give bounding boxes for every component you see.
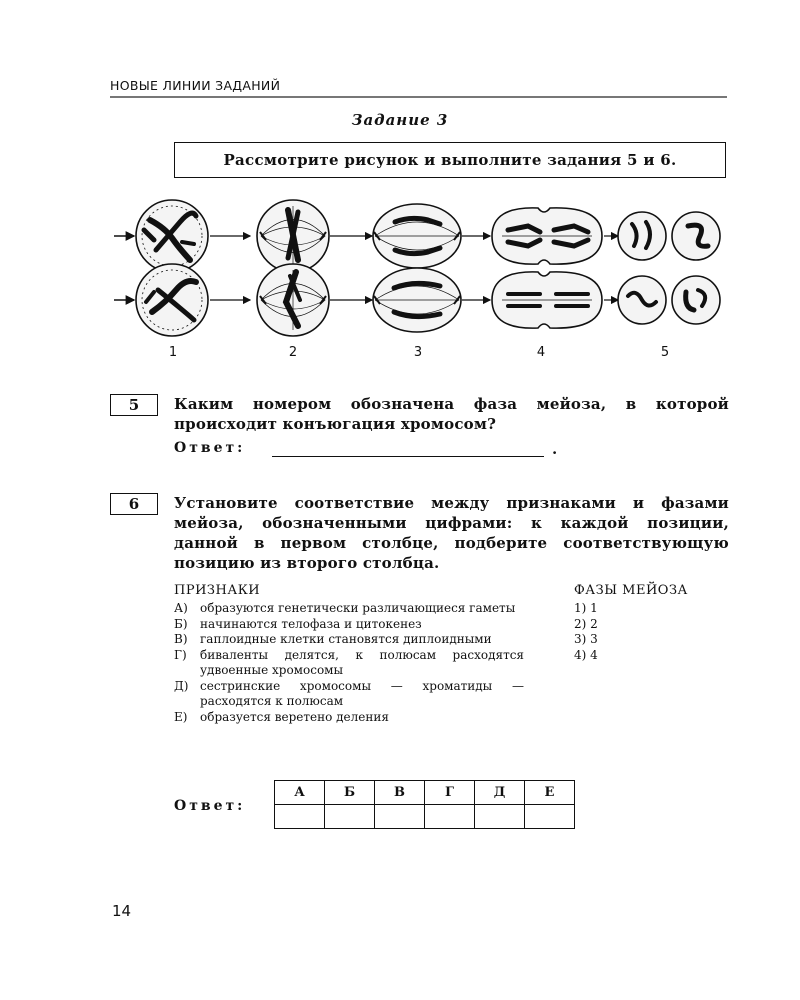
sign-text: сестринские хромосомы — хроматиды — расходятся к полюсам (200, 678, 524, 708)
sign-text: образуются генетически различающиеся гаметы (200, 601, 516, 615)
task-title: Задание 3 (351, 111, 449, 129)
phase-item: 3) 3 (574, 632, 598, 646)
cell-telophase-1 (492, 208, 602, 264)
phase-item: 1) 1 (574, 601, 598, 615)
answer-table-input-row (275, 805, 575, 829)
section-header: НОВЫЕ ЛИНИИ ЗАДАНИЙ (110, 78, 281, 93)
question-5-answer-suffix: . (552, 440, 558, 458)
question-6-number (110, 493, 158, 515)
cells-daughter-1 (618, 212, 720, 260)
figure-row-2 (114, 264, 720, 336)
cell-anaphase-1 (373, 204, 461, 268)
header-divider (110, 96, 727, 98)
instruction-text: Рассмотрите рисунок и выполните задания 5 и 6. (223, 151, 677, 169)
sign-item (174, 617, 524, 633)
answer-table-header-row (275, 781, 575, 805)
phases-header: ФАЗЫ МЕЙОЗА (574, 583, 688, 598)
phase-item: 4) 4 (574, 647, 598, 662)
cells-daughter-2 (618, 276, 720, 324)
answer-column-header: Б (325, 781, 375, 805)
page-number: 14 (112, 902, 132, 920)
answer-cell[interactable] (525, 805, 575, 829)
question-6-text: Установите соответствие между признаками и фазами мейоза, обозначенными цифрами: к каждой позиции, данной в первом столбце, подберите соответствующую позицию из второго столбца. (174, 494, 729, 572)
sign-label: Е) (174, 709, 188, 724)
question-5-answer-label: Ответ: (174, 440, 246, 456)
answer-cell[interactable] (375, 805, 425, 829)
sign-label: Д) (174, 678, 189, 693)
signs-list (174, 601, 524, 725)
cell-prophase-1 (136, 200, 208, 272)
phase-item: 2) 2 (574, 616, 598, 631)
phase-label: 1 (168, 345, 178, 360)
cell-metaphase-1 (257, 200, 329, 272)
sign-label: В) (174, 632, 188, 646)
sign-item (174, 601, 524, 617)
figure-row-1 (114, 200, 720, 272)
sign-item (174, 632, 524, 648)
answer-column-header: А (275, 781, 325, 805)
answer-column-header: В (375, 781, 425, 805)
sign-text: гаплоидные клетки становятся диплоидными (200, 632, 492, 646)
cell-prophase-2 (136, 264, 208, 336)
signs-header: ПРИЗНАКИ (174, 583, 261, 598)
sign-text: образуется веретено деления (200, 709, 389, 724)
question-6-answer-label: Ответ: (174, 798, 246, 814)
answer-column-header: Д (475, 781, 525, 805)
answer-cell[interactable] (325, 805, 375, 829)
sign-item (174, 648, 524, 679)
cell-anaphase-2 (373, 268, 461, 332)
phase-label: 5 (660, 345, 670, 360)
sign-item (174, 679, 524, 710)
sign-item (174, 710, 524, 726)
instruction-box (174, 142, 726, 178)
answer-table (274, 780, 575, 829)
question-5-number (110, 394, 158, 416)
sign-text: начинаются телофаза и цитокенез (200, 616, 422, 631)
question-number-text: 5 (128, 396, 140, 414)
question-5-answer-field[interactable] (272, 456, 544, 457)
phase-label: 4 (536, 345, 546, 360)
cell-telophase-2 (492, 272, 602, 328)
phase-label: 2 (288, 345, 298, 360)
sign-label: Б) (174, 616, 188, 631)
question-number-text: 6 (128, 495, 140, 513)
figure-phase-labels (0, 345, 800, 361)
answer-column-header: Г (425, 781, 475, 805)
meiosis-figure (110, 198, 730, 348)
answer-cell[interactable] (475, 805, 525, 829)
sign-label: А) (174, 601, 188, 615)
sign-label: Г) (174, 647, 187, 662)
sign-text: биваленты делятся, к полюсам расходятся удвоенные хромосомы (200, 647, 524, 677)
answer-column-header: Е (525, 781, 575, 805)
phase-label: 3 (413, 345, 423, 360)
answer-cell[interactable] (425, 805, 475, 829)
answer-cell[interactable] (275, 805, 325, 829)
cell-metaphase-2 (257, 264, 329, 336)
question-5-text: Каким номером обозначена фаза мейоза, в которой происходит конъюгация хромосом? (174, 395, 729, 433)
phases-list (574, 601, 598, 663)
